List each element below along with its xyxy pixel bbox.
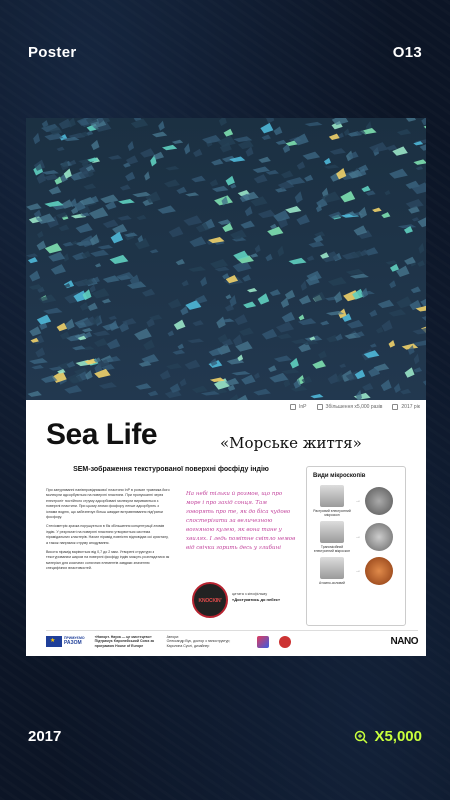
meta-magnification: Збільшення х5,000 разів [317, 404, 383, 410]
header-poster-label: Poster [28, 44, 77, 61]
sem-image [26, 118, 426, 400]
nano-logo: NANO [390, 636, 418, 647]
meta-year: 2017 рік [392, 404, 420, 410]
calendar-icon [392, 404, 398, 410]
zoom-in-icon [354, 730, 368, 744]
poster-meta-row [290, 404, 420, 410]
bottom-bar [28, 728, 422, 745]
eu-logo: ★ ПРИМУЄМО РАЗОМ [46, 636, 85, 647]
magnify-icon [317, 404, 323, 410]
arrow-right-icon: → [355, 498, 361, 505]
arrow-right-icon: → [355, 568, 361, 575]
poster-body-text [46, 488, 171, 575]
authors-block: Автори: Олександр Вус, доктор з наноструктур; Каролина Суслі, дизайнер [166, 634, 231, 648]
zoom-label: X5,000 [374, 728, 422, 745]
zoom-indicator[interactable] [354, 728, 422, 745]
body-paragraph: Стехіометрія зразка порушується в бік збільшення концентрації атомів індію. У результаті на поверхні пластини утворюється система пірамідальних кластерів. Нахил пірамід повністю відповідає осі кристалу, а також напрямок струму анодування. [46, 524, 169, 545]
film-quote: На небі тільки й розмов, що про море і про захід сонця. Там говорять про те, як до біса чудово спостерігати за величезною вогняною кулею, як вона тане у хвилях. І ледь помітне світло немов від свічки горить десь у глибині [186, 491, 296, 552]
sample-image [365, 487, 393, 515]
partner-text: «Нанорт. Наука — це мистецтво» Підтримує Європейський Союз за програмою House of Europe [94, 634, 154, 648]
header-bar [28, 44, 422, 61]
arrow-right-icon: → [355, 534, 361, 541]
partner-logo [279, 636, 291, 648]
microscope-item: Растровий електронний мікроскоп → [313, 485, 399, 517]
poster-footer [46, 630, 418, 652]
eu-flag-icon [46, 636, 62, 647]
body-paragraph: При занурюванні напівпровідникової пластини InP в розчин травника його молекули адсорбуються на поверхні пластини. При пропусканні через електроліт постійного струму адсорбовані молекули вириваються з поверхні пластини. При цьому атоми фосфору легше адсорбують з іонами водню, що забезпечує більш швидке витравлювання підґратки фосфору. [46, 488, 170, 519]
microscope-icon [320, 557, 344, 579]
microscope-icon [320, 521, 344, 543]
microscope-icon [320, 485, 344, 507]
film-poster-thumbnail [192, 582, 228, 618]
microscopes-panel [306, 466, 406, 626]
sample-image [365, 523, 393, 551]
meta-material: InP [290, 404, 307, 410]
microscope-item: Трансмісійний електронний мікроскоп → [313, 521, 399, 553]
microscopes-title: Види мікроскопів [313, 473, 366, 479]
poster-subtitle: SEM-зображення текстурованої поверхні фосфіду індію [73, 466, 269, 473]
microscope-item: Атомно-силовий → [313, 557, 399, 585]
poster-title-en: Sea Life [46, 418, 158, 451]
sample-image [365, 557, 393, 585]
header-poster-number: O13 [392, 44, 422, 61]
poster-title-ua: «Морське життя» [220, 434, 362, 452]
film-poster-title: KNOCKIN' [198, 598, 222, 604]
tag-icon [290, 404, 296, 410]
partner-logo [257, 636, 269, 648]
poster-year: 2017 [28, 728, 62, 745]
body-paragraph: Висота пірамід варіюється від 0,7 до 2 мкм. Утворені структури з текстурованим шаром на поверхні фосфіду індію можуть розглядатися як матеріал для косичних сонячних елементів завдяки значенню специфічних властивостей. [46, 549, 170, 571]
film-caption: цитата з кінофільму «Достукатись до небес» [232, 592, 281, 603]
poster-card[interactable] [26, 118, 426, 656]
